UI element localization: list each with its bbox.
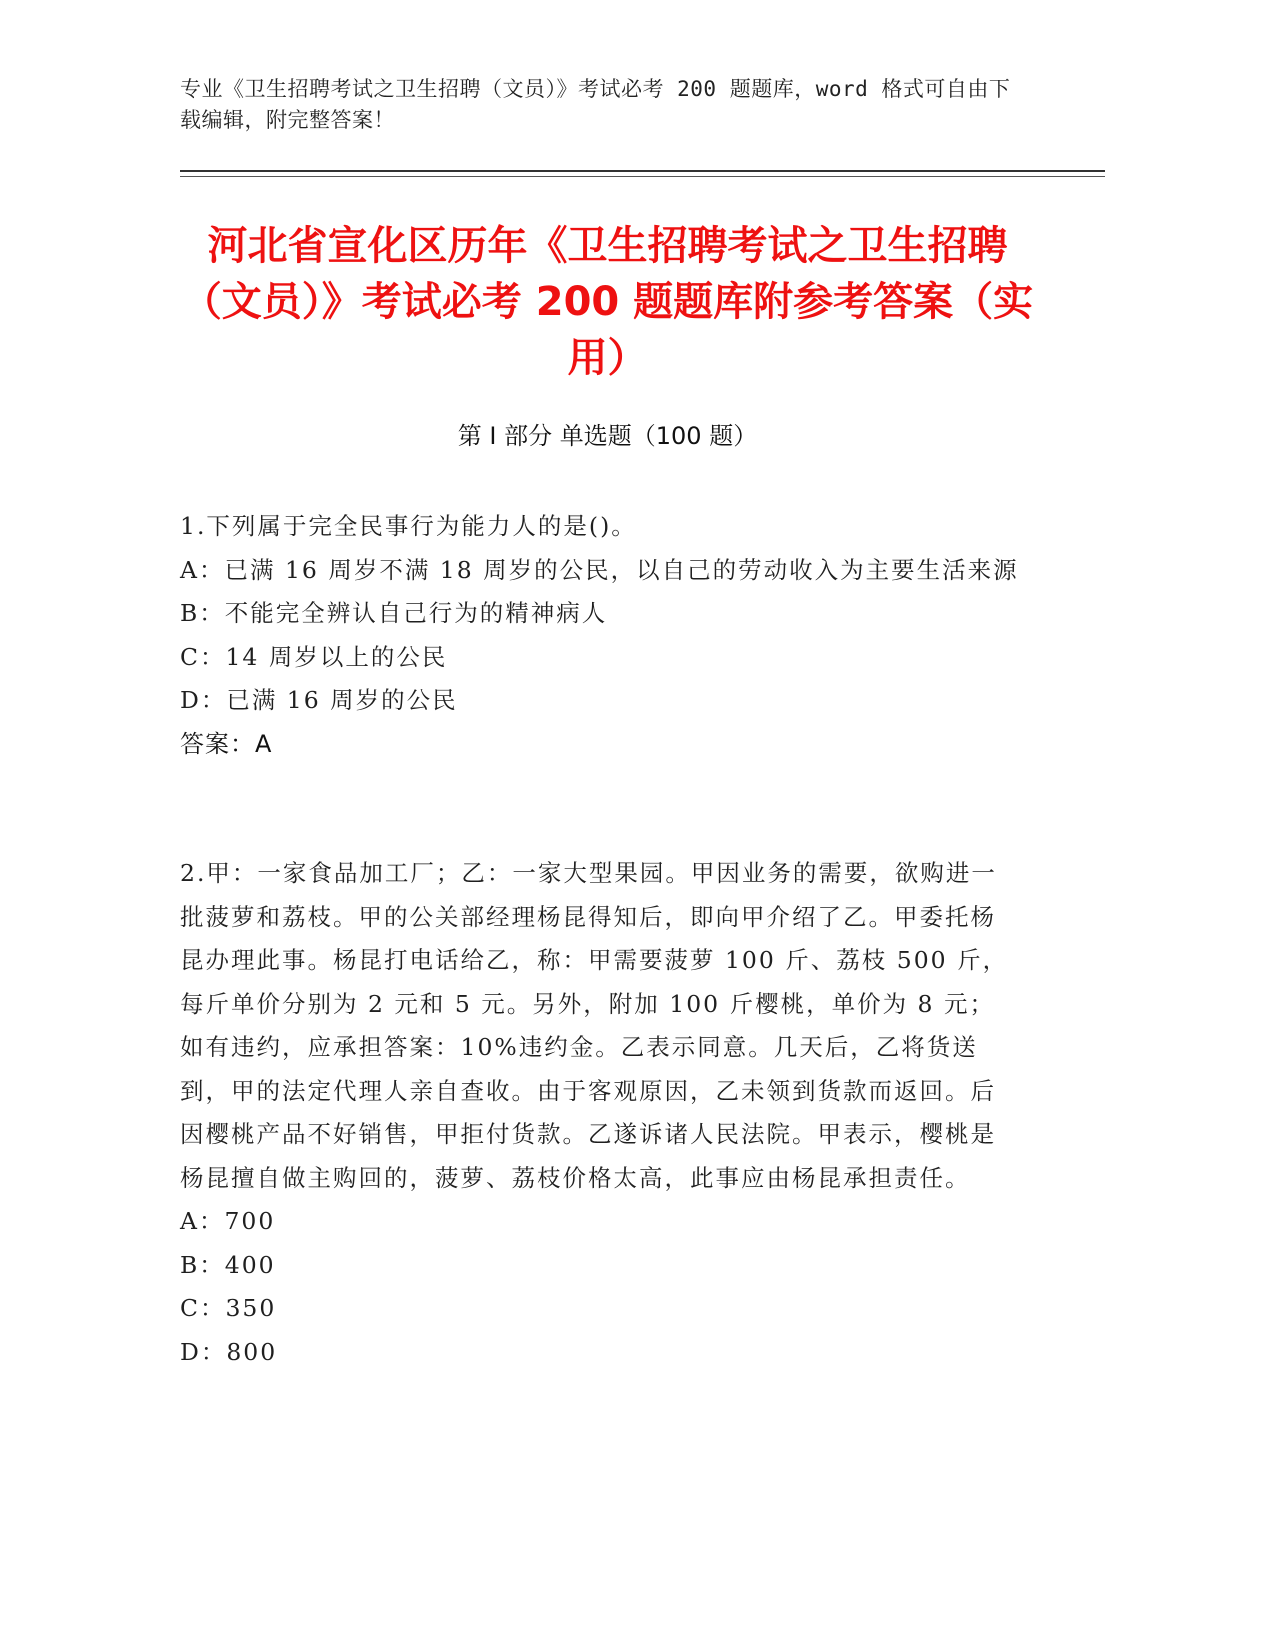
document-title: 河北省宣化区历年《卫生招聘考试之卫生招聘（文员）》考试必考 200 题题库附参考答案（实用） xyxy=(181,223,1034,381)
question-stem: 1.下列属于完全民事行为能力人的是()。 xyxy=(180,512,637,540)
header-note: 专业《卫生招聘考试之卫生招聘（文员）》考试必考 200 题题库，word 格式可自由下载编辑，附完整答案！ xyxy=(180,77,1011,132)
section-title: 第 I 部分 单选题（100 题） xyxy=(457,422,758,450)
option-d: D：已满 16 周岁的公民 xyxy=(180,686,458,714)
header-rule-thin xyxy=(180,176,1105,177)
header-rule-thick xyxy=(180,170,1105,172)
question-stem: 2.甲：一家食品加工厂；乙：一家大型果园。甲因业务的需要，欲购进一批菠萝和荔枝。甲的公关部经理杨昆得知后，即向甲介绍了乙。甲委托杨昆办理此事。杨昆打电话给乙，称：甲需要菠萝 100 斤、荔枝 500 斤，每斤单价分别为 2 元和 5 元。另外，附加 100 斤樱桃，单价为 8 元；如有违约，应承担答案：10%违约金。乙表示同意。几天后，乙将货送到，甲的法定代理人亲自查收。由于客观原因，乙未领到货款而返回。后因樱桃产品不好销售，甲拒付货款。乙遂诉诸人民法院。甲表示，樱桃是杨昆擅自做主购回的，菠萝、荔枝价格太高，此事应由杨昆承担责任。 xyxy=(180,859,1009,1192)
option-b: B：400 xyxy=(180,1250,276,1279)
option-b: B：不能完全辨认自己行为的精神病人 xyxy=(180,599,608,627)
option-d: D：800 xyxy=(180,1337,278,1366)
question-2 xyxy=(180,852,1020,1374)
question-1 xyxy=(180,505,1030,766)
option-c: C：350 xyxy=(180,1294,277,1322)
option-a: A：700 xyxy=(180,1207,276,1235)
option-c: C：14 周岁以上的公民 xyxy=(180,642,448,671)
option-a: A：已满 16 周岁不满 18 周岁的公民，以自己的劳动收入为主要生活来源 xyxy=(180,555,1019,584)
answer-label: 答案：A xyxy=(180,729,273,758)
